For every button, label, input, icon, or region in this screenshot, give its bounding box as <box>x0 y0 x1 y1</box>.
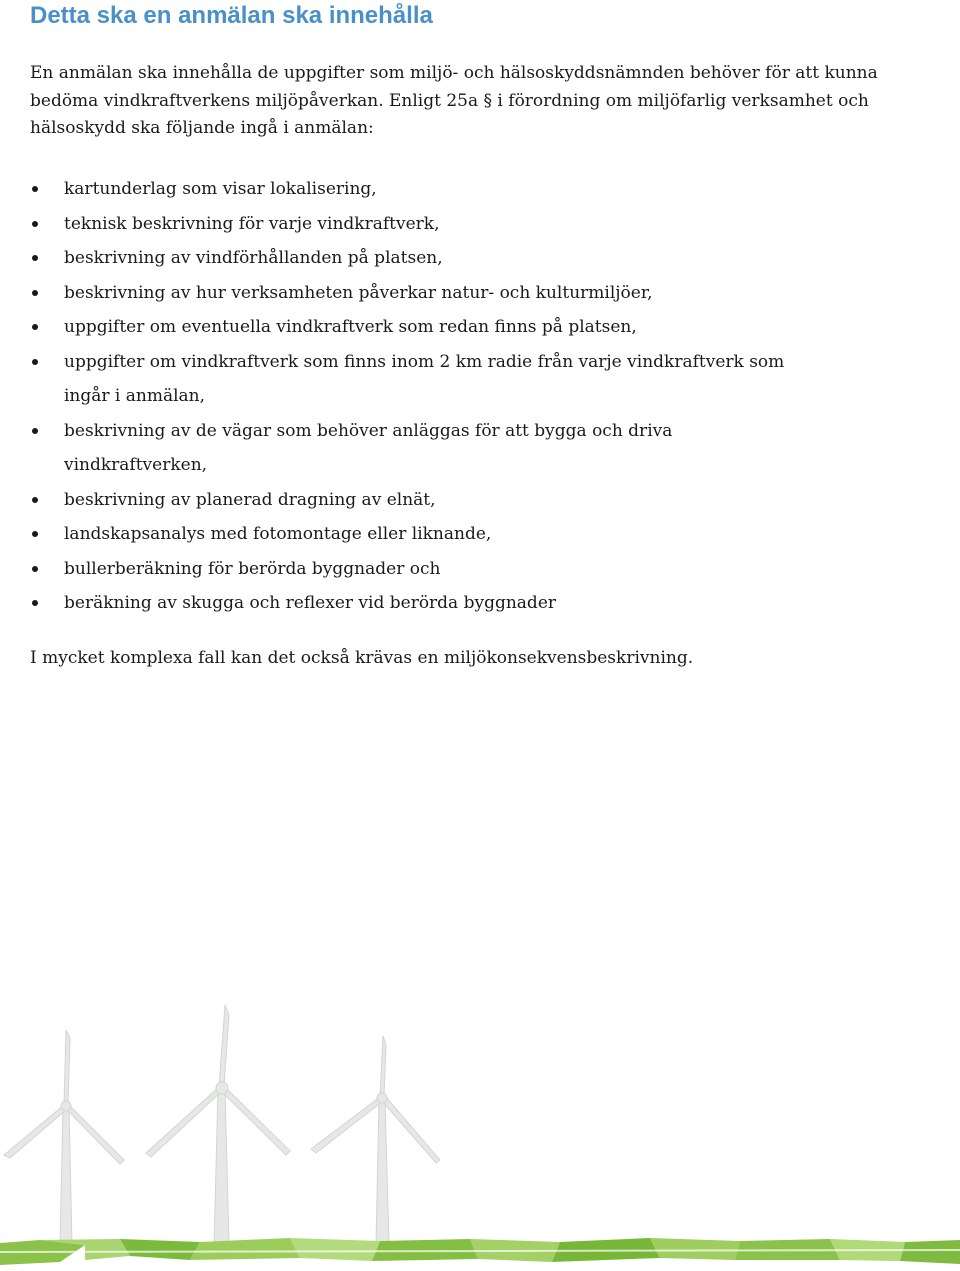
bullet-icon <box>32 186 38 192</box>
bullet-icon <box>32 221 38 227</box>
list-item-text: bullerberäkning för berörda byggnader och <box>64 558 441 579</box>
list-item-text: beräkning av skugga och reflexer vid berörda byggnader <box>64 593 557 613</box>
bullet-icon <box>32 324 38 330</box>
closing-paragraph: I mycket komplexa fall kan det också krävas en miljökonsekvensbeskrivning. <box>30 648 694 668</box>
list-item <box>30 414 724 483</box>
list-item <box>30 172 930 207</box>
list-item-text: landskapsanalys med fotomontage eller liknande, <box>64 524 492 544</box>
list-item-text: uppgifter om vindkraftverk som finns inom 2 km radie från varje vindkraftverk som ingår i anmälan, <box>64 351 785 406</box>
wind-turbines-illustration <box>0 990 960 1271</box>
page-title: Detta ska en anmälan ska innehålla <box>30 2 433 29</box>
intro-paragraph: En anmälan ska innehålla de uppgifter som miljö- och hälsoskyddsnämnden behöver för att kunna bedöma vindkraftverkens miljöpåverkan. Enligt 25a § i förordning om miljöfarlig verksamhet och hälsoskydd ska följande ingå i anmälan: <box>30 63 878 138</box>
bullet-icon <box>32 428 38 434</box>
list-item <box>30 241 930 276</box>
list-item-text: kartunderlag som visar lokalisering, <box>64 179 377 199</box>
list-item <box>30 483 930 518</box>
list-item <box>30 310 930 345</box>
bullet-icon <box>32 566 38 572</box>
bullet-icon <box>32 290 38 296</box>
list-item-text: beskrivning av de vägar som behöver anläggas för att bygga och driva vindkraftverken, <box>64 420 673 475</box>
bullet-icon <box>32 359 38 365</box>
list-item <box>30 517 930 552</box>
list-item-text: beskrivning av vindförhållanden på platsen, <box>64 248 443 268</box>
bullet-icon <box>32 497 38 503</box>
list-item-text: beskrivning av planerad dragning av elnät, <box>64 489 436 510</box>
list-item <box>30 552 930 587</box>
bullet-icon <box>32 255 38 261</box>
bullet-icon <box>32 531 38 537</box>
list-item-text: uppgifter om eventuella vindkraftverk som redan finns på platsen, <box>64 317 637 337</box>
turbine-left <box>4 1030 124 1245</box>
list-item <box>30 345 794 414</box>
list-item <box>30 586 930 621</box>
turbine-middle <box>146 1005 290 1245</box>
requirements-list <box>30 172 930 621</box>
list-item-text: teknisk beskrivning för varje vindkraftverk, <box>64 213 440 234</box>
grass-strip <box>0 1238 960 1271</box>
turbine-right <box>311 1036 440 1245</box>
list-item <box>30 207 930 242</box>
bullet-icon <box>32 600 38 606</box>
list-item <box>30 276 930 311</box>
list-item-text: beskrivning av hur verksamheten påverkar natur- och kulturmiljöer, <box>64 282 653 303</box>
